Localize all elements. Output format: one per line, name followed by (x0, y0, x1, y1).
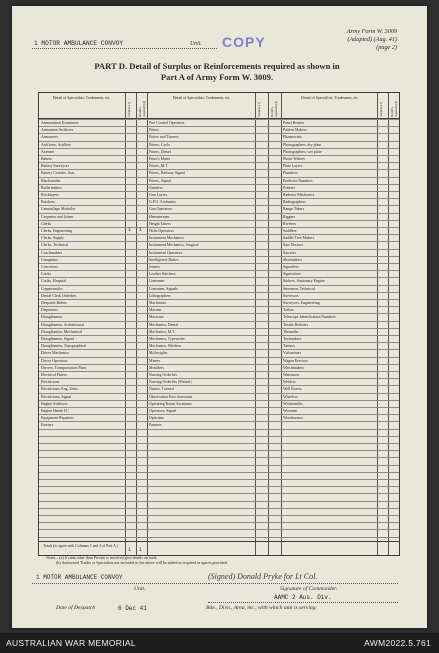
trade-name: Clerks, Engineering (41, 229, 73, 233)
specialists-table (38, 92, 400, 556)
trade-name: Storemen, Technical (283, 286, 315, 291)
totals-divider (39, 541, 399, 542)
trade-name: G.P.O. Assistants (149, 200, 176, 205)
trade-name: Nursing Orderlies (149, 373, 177, 377)
blank-row (39, 450, 399, 457)
table-row (39, 119, 399, 126)
trade-name: Electricians (41, 380, 60, 385)
table-row (39, 184, 399, 191)
table-row (39, 141, 399, 148)
trade-name: Wiremen (283, 409, 298, 413)
trade-name: Artificers, Artillery (41, 142, 72, 147)
footer-unit-typed: 1 MOTOR AMBULANCE CONVOY (36, 574, 123, 581)
table-row (39, 321, 399, 328)
trade-name: Woodturners (283, 416, 303, 421)
trade-name: Fitters, M.T. (149, 164, 169, 169)
blank-row (39, 443, 399, 450)
form-number-line: Army Form W. 3009 (346, 28, 397, 35)
table-row (39, 169, 399, 176)
trade-name: Signallers (283, 265, 299, 269)
trade-name: Pattern Makers (283, 128, 307, 133)
trade-name: Mechanics, M.T. (149, 329, 176, 334)
trade-name: Armourers (41, 135, 58, 140)
trade-name: Painters (149, 423, 162, 428)
trade-name: Fitters, Railway Signal (149, 171, 185, 176)
trade-name: Bricklayers (41, 193, 59, 197)
table-row (39, 292, 399, 299)
archive-name: AUSTRALIAN WAR MEMORIAL (6, 638, 136, 648)
trade-name: Saddlers (283, 229, 297, 233)
trade-name: Gun Layers (149, 193, 168, 197)
totals-reinf-value: 1 (139, 547, 143, 553)
trade-name: Textile Refitters (283, 322, 309, 327)
trade-name: Draughtsmen, Mechanical (41, 329, 83, 334)
trade-name: Linesmen (149, 279, 165, 284)
trade-name: Grinders (149, 185, 163, 190)
blank-row (39, 436, 399, 443)
trade-name: Blacksmiths (41, 178, 61, 183)
trade-name: Riveters (283, 221, 296, 226)
blank-row (39, 479, 399, 486)
trade-name: Mechanics, Wireless (149, 344, 182, 349)
trade-name: Watchmakers (283, 365, 305, 370)
trade-name: Photo-Writers (283, 157, 305, 161)
trade-name: Electricians, Eng. Units (41, 387, 78, 392)
unit-label: Unit. (190, 41, 202, 47)
trade-name: Tailors (283, 308, 294, 313)
trade-name: Machinists (149, 301, 167, 305)
form-number-line: (Adapted) (Aug. 41) (347, 36, 397, 43)
trade-name: Shoemakers (283, 257, 303, 262)
table-row (39, 241, 399, 248)
trade-name: Plumbers (283, 171, 298, 176)
trade-name: Nurses, Trained (149, 387, 174, 392)
table-row (39, 371, 399, 378)
trade-name: Computers (41, 257, 59, 262)
command-typed: AAMC 2 Aus. Div. (274, 594, 332, 601)
trade-name: Fitters (149, 128, 159, 133)
trade-name: Leather Stitchers (149, 272, 176, 277)
table-row (39, 414, 399, 421)
archive-footer (0, 633, 439, 653)
trade-name: Dental Clerk Orderlies (41, 293, 77, 298)
trade-name: Drivers, Transportation Plant (41, 365, 87, 370)
trade-name: Operators, Signal (149, 409, 177, 413)
blank-row (39, 486, 399, 493)
trade-name: Predictor Numbers (283, 178, 313, 183)
trade-name: Moulders (149, 365, 164, 370)
trade-name: Camouflage Modeller (41, 207, 76, 212)
column-header-reinf: Reinfts. required (4) (390, 100, 398, 117)
signature-label: Signature of Commander. (280, 586, 338, 592)
table-row (39, 227, 399, 234)
trade-name: Ammunition Examiners (41, 121, 79, 125)
footer-unit-label: Unit. (134, 586, 146, 592)
footer-unit-line (32, 583, 207, 584)
page-title-line: PART D. Detail of Surplus or Reinforcements required as shown in (94, 61, 340, 71)
trade-name: Linesmen, Signals (149, 286, 178, 291)
table-row (39, 400, 399, 407)
trade-name: Farriers (41, 423, 54, 428)
blank-row (39, 493, 399, 500)
trade-name: Concretors (41, 265, 59, 269)
table-row (39, 299, 399, 306)
blank-row (39, 472, 399, 479)
trade-name: Photographers, wet plate (283, 149, 322, 154)
blank-row (39, 515, 399, 522)
trade-name: Plate Layers (283, 164, 303, 169)
blank-row (39, 429, 399, 436)
table-row (39, 328, 399, 335)
table-row (39, 342, 399, 349)
totals-label: Totals (to agree with Columns 1 and 4 of Part A.) (43, 544, 118, 548)
trade-name: Draughtsmen, Topographical (41, 344, 87, 349)
form-page (12, 6, 427, 628)
trade-name: Axemen (41, 149, 55, 154)
trade-name: Gun Operators (149, 207, 173, 212)
trade-name: Mechanics, Typewriter (149, 337, 185, 341)
despatch-date: 6 Dec 41 (118, 605, 147, 612)
trade-name: Bakers (41, 157, 52, 161)
unit-dotted-line (32, 48, 217, 49)
table-row (39, 126, 399, 133)
trade-name: Printers (283, 185, 296, 190)
column-header-detail: Detail of Specialists, Tradesmen, etc. (52, 96, 111, 100)
table-row (39, 198, 399, 205)
trade-name: Radiographers (283, 200, 306, 205)
trade-name: Fitters, Cycle (149, 142, 170, 147)
table-row (39, 155, 399, 162)
note-a: Notes—(a) If rank other than Private is involved give details on back. (46, 555, 158, 560)
note-b: (b) Authorised Trades or Specialists not included in list above will be added as required in spaces provided. (56, 560, 228, 565)
trade-name: Signwriters (283, 272, 301, 277)
trade-name: Pharmacists (283, 135, 302, 140)
blank-row (39, 522, 399, 529)
blank-row (39, 465, 399, 472)
despatch-label: Date of Despatch (56, 605, 96, 611)
trade-name: Equipment Repairers (41, 416, 74, 421)
totals-surplus-value: 1 (128, 547, 132, 553)
trade-name: Height Takers (149, 221, 171, 226)
table-row (39, 177, 399, 184)
table-row (39, 205, 399, 212)
trade-name: Turners (283, 344, 295, 349)
trade-name: Radiator Mechanics (283, 193, 315, 197)
clerks-surplus-value: 1 (128, 227, 132, 233)
column-header-surplus: Surplus (1) (257, 101, 261, 117)
trade-name: Tinsmiths (283, 329, 299, 334)
table-row (39, 133, 399, 140)
trade-name: Draughtsmen (41, 315, 62, 320)
table-row (39, 270, 399, 277)
table-row (39, 385, 399, 392)
trade-name: Range Takers (283, 207, 305, 212)
archive-reference: AWM2022.5.761 (364, 638, 431, 648)
trade-name: Fitters, Diesel (149, 149, 171, 154)
trade-name: Cooks (41, 272, 51, 277)
signature-handwritten: (Signed) Donald Pryke for Lt Col. (208, 572, 318, 581)
trade-name: Operating Room Assistants (149, 401, 192, 406)
trade-name: Carpenter and Joiner (41, 214, 74, 219)
table-row (39, 256, 399, 263)
column-header-surplus: Surplus (1) (379, 101, 383, 117)
table-row (39, 285, 399, 292)
trade-name: Opticians (149, 416, 164, 421)
trade-name: Fitters, Signal (149, 178, 171, 183)
trade-name: Draughtsmen, Signal (41, 337, 74, 341)
trade-name: Miners (149, 358, 161, 363)
trade-name: Boilermakers (41, 185, 62, 190)
trade-name: Stokers, Stationary Engine (283, 279, 325, 284)
blank-row (39, 508, 399, 515)
clerks-reinf-value: 1 (139, 227, 143, 233)
blank-row (39, 529, 399, 536)
trade-name: Masseurs (149, 315, 164, 320)
trade-name: Wheelers (283, 394, 298, 399)
column-header-reinf: Reinfts. required (4) (138, 100, 146, 117)
trade-name: Saddle Tree Makers (283, 236, 315, 241)
trade-name: Dispensers (41, 308, 59, 313)
trade-name: Masons (149, 308, 162, 313)
trade-name: Watermen (283, 373, 299, 377)
trade-name: Surveyors (283, 293, 299, 298)
trade-name: Saw Doctors (283, 243, 303, 248)
trade-name: Surveyors, Engineering (283, 301, 320, 305)
trade-name: Mechanics, Dental (149, 322, 179, 327)
trade-name: Draughtsmen, Architectural (41, 322, 85, 327)
trade-name: Clerks (41, 221, 52, 226)
trade-name: Lithographers (149, 293, 171, 298)
table-row (39, 335, 399, 342)
trade-name: Battery Comdrs. Asst. (41, 171, 76, 176)
table-row (39, 393, 399, 400)
trade-name: Toolmakers (283, 337, 302, 341)
trade-name: Fire Control Operators (149, 121, 185, 125)
trade-name: Electricians, Signal (41, 394, 72, 399)
table-row (39, 306, 399, 313)
trade-name: Cooks, Hospital (41, 279, 67, 284)
trade-name: Sawyers (283, 250, 297, 255)
trade-name: Whitesmiths (283, 401, 303, 406)
trade-name: Instrument Mechanics, Surgical (149, 243, 199, 248)
trade-name: Despatch Riders (41, 301, 67, 305)
table-row (39, 407, 399, 414)
trade-name: Coachmakers (41, 250, 63, 255)
trade-name: Instrument Operators (149, 250, 183, 255)
trade-name: Clerks, Technical (41, 243, 69, 248)
table-row (39, 148, 399, 155)
table-row (39, 357, 399, 364)
table-row (39, 162, 399, 169)
trade-name: Battery Surveyors (41, 164, 70, 169)
table-row (39, 263, 399, 270)
trade-name: Armament Artificers (41, 128, 74, 133)
form-number-line: (page 2) (376, 44, 397, 51)
trade-name: Butchers (41, 200, 55, 205)
table-row (39, 364, 399, 371)
signature-line (208, 583, 398, 584)
trade-name: Photographers, dry plate (283, 142, 322, 147)
copy-stamp: COPY (222, 34, 266, 50)
trade-name: Intelligence Duties (149, 257, 179, 262)
trade-name: Engine Hands I/C (41, 409, 69, 413)
table-row (39, 213, 399, 220)
command-line (208, 602, 398, 603)
trade-name: Holts Operators (149, 229, 174, 233)
table-row (39, 191, 399, 198)
trade-name: Fitter's Mates (149, 157, 171, 161)
trade-name: Coppersmiths (41, 286, 63, 291)
trade-name: Fitters and Turners (149, 135, 179, 140)
table-row (39, 421, 399, 428)
page-title (52, 61, 382, 82)
trade-name: Riggers (283, 214, 296, 219)
trade-name: Instrument Mechanics (149, 236, 184, 241)
column-header-detail: Detail of Specialists, Tradesmen, etc. (301, 96, 359, 100)
page-title-line: Part A of Army Form W. 3009. (160, 71, 274, 82)
trade-name: Millwrights (149, 351, 168, 356)
column-header-surplus: Surplus (1) (127, 101, 131, 117)
column-header-reinf: Reinfts. required (4) (270, 100, 278, 117)
table-row (39, 249, 399, 256)
trade-name: Wagon Erectors (283, 358, 308, 363)
trade-name: Panel Beaters (283, 121, 305, 125)
trade-name: Driver Mechanics (41, 351, 69, 356)
trade-name: Engine Artificers (41, 401, 68, 406)
unit-name-typed: 1 MOTOR AMBULANCE CONVOY (34, 40, 124, 47)
form-number (347, 28, 397, 52)
trade-name: Electrical Fitters (41, 373, 67, 377)
trade-name: Driver Operators (41, 358, 68, 363)
table-row (39, 349, 399, 356)
bde-label: Bde., Divn., Area, etc., with which unit is serving. (206, 605, 317, 611)
table-row (39, 378, 399, 385)
table-row (39, 313, 399, 320)
trade-name: Well Borers (283, 387, 302, 392)
trade-name: Hammermen (149, 214, 170, 219)
trade-name: Joiners (149, 265, 161, 269)
trade-name: Clerks, Supply (41, 236, 65, 241)
trade-name: Welders (283, 380, 296, 385)
trade-name: Observation Post Assistants (149, 394, 193, 399)
trade-name: Telescope Identification Numbers (283, 315, 336, 320)
blank-row (39, 457, 399, 464)
column-header-detail: Detail of Specialists, Tradesmen, etc. (172, 96, 231, 100)
blank-row (39, 501, 399, 508)
trade-name: Vulcanisers (283, 351, 302, 356)
table-row (39, 220, 399, 227)
table-row (39, 234, 399, 241)
table-row (39, 277, 399, 284)
trade-name: Nursing Orderlies (Mental) (149, 380, 192, 385)
